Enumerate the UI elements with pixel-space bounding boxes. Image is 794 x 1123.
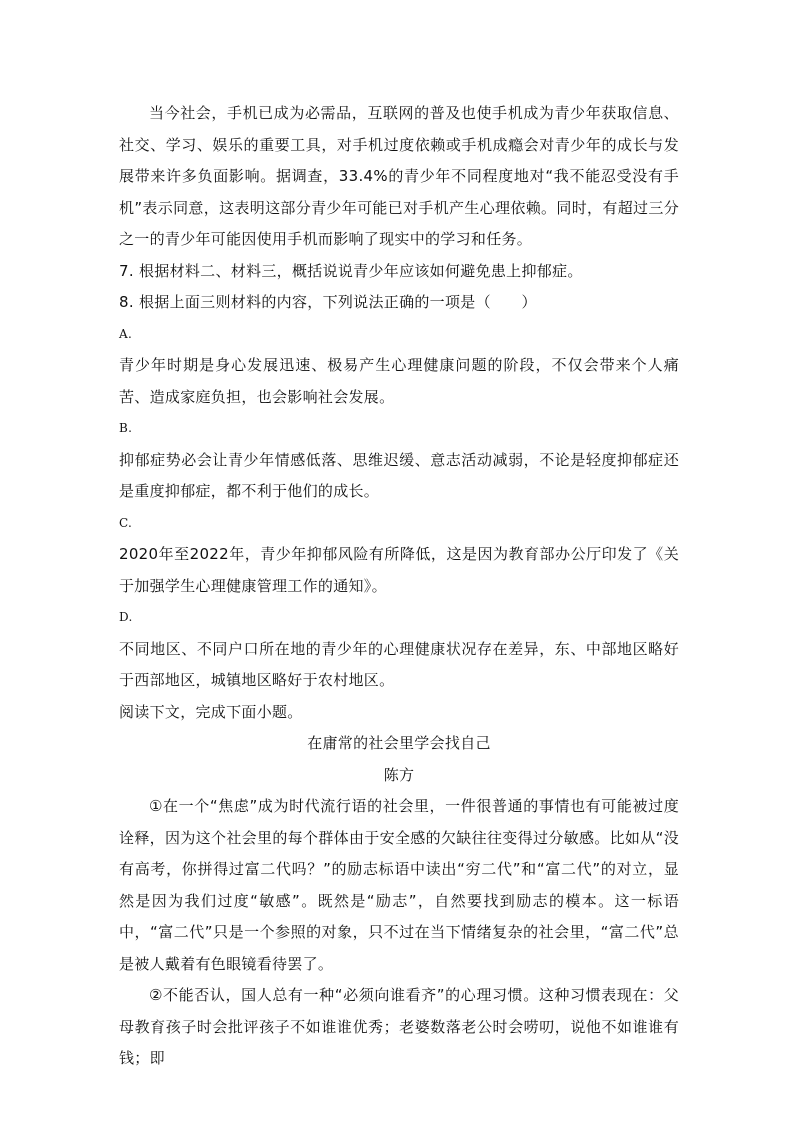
option-c-letter: C.: [119, 515, 133, 530]
option-c-text: 2020年至2022年，青少年抑郁风险有所降低，这是因为教育部办公厅印发了《关于加强学生心理健康管理工作的通知》。: [119, 545, 679, 595]
option-b-text: 抑郁症势必会让青少年情感低落、思维迟缓、意志活动减弱，不论是轻度抑郁症还是重度抑郁症，都不利于他们的成长。: [119, 450, 679, 500]
article-author: 陈方: [383, 765, 415, 784]
option-d-letter: D.: [119, 610, 133, 624]
article-paragraph-1: ①在一个“焦虑”成为时代流行语的社会里，一件很普通的事情也有可能被过度诠释，因为这个社会里的每个群体由于安全感的欠缺往往变得过分敏感。比如从“没有高考，你拼得过富二代吗？”的励志标语中读出“穷二代”和“富二代”的对立，显然是因为我们过度“敏感”。既然是“励志”，自然要找到励志的模本。这一标语中，“富二代”只是一个参照的对象，只不过在当下情绪复杂的社会里，“富二代”总是被人戴着有色眼镜看待罢了。: [119, 797, 679, 973]
reading-instruction: 阅读下文，完成下面小题。: [119, 702, 303, 721]
material-paragraph: 当今社会，手机已成为必需品，互联网的普及也使手机成为青少年获取信息、社交、学习、娱乐的重要工具，对手机过度依赖或手机成瘾会对青少年的成长与发展带来许多负面影响。据调查，33.4%的青少年不同程度地对“我不能忍受没有手机”表示同意，这表明这部分青少年可能已对手机产生心理依赖。同时，有超过三分之一的青少年可能因使用手机而影响了现实中的学习和任务。: [119, 104, 679, 248]
article-title: 在庸常的社会里学会找自己: [307, 734, 491, 752]
option-a-text: 青少年时期是身心发展迅速、极易产生心理健康问题的阶段，不仅会带来个人痛苦、造成家庭负担，也会影响社会发展。: [119, 356, 679, 406]
option-b-letter: B.: [119, 421, 133, 435]
option-d-text: 不同地区、不同户口所在地的青少年的心理健康状况存在差异，东、中部地区略好于西部地区，城镇地区略好于农村地区。: [119, 639, 679, 689]
option-a-letter: A.: [119, 326, 133, 341]
question-7: 7. 根据材料二、材料三，概括说说青少年应该如何避免患上抑郁症。: [119, 261, 583, 280]
question-8: 8. 根据上面三则材料的内容，下列说法正确的一项是（ ）: [119, 293, 537, 311]
document-content: [119, 98, 679, 1075]
article-paragraph-2: ②不能否认，国人总有一种“必须向谁看齐”的心理习惯。这种习惯表现在：父母教育孩子时会批评孩子不如谁谁优秀；老婆数落老公时会唠叨，说他不如谁谁有钱；即: [119, 986, 679, 1067]
